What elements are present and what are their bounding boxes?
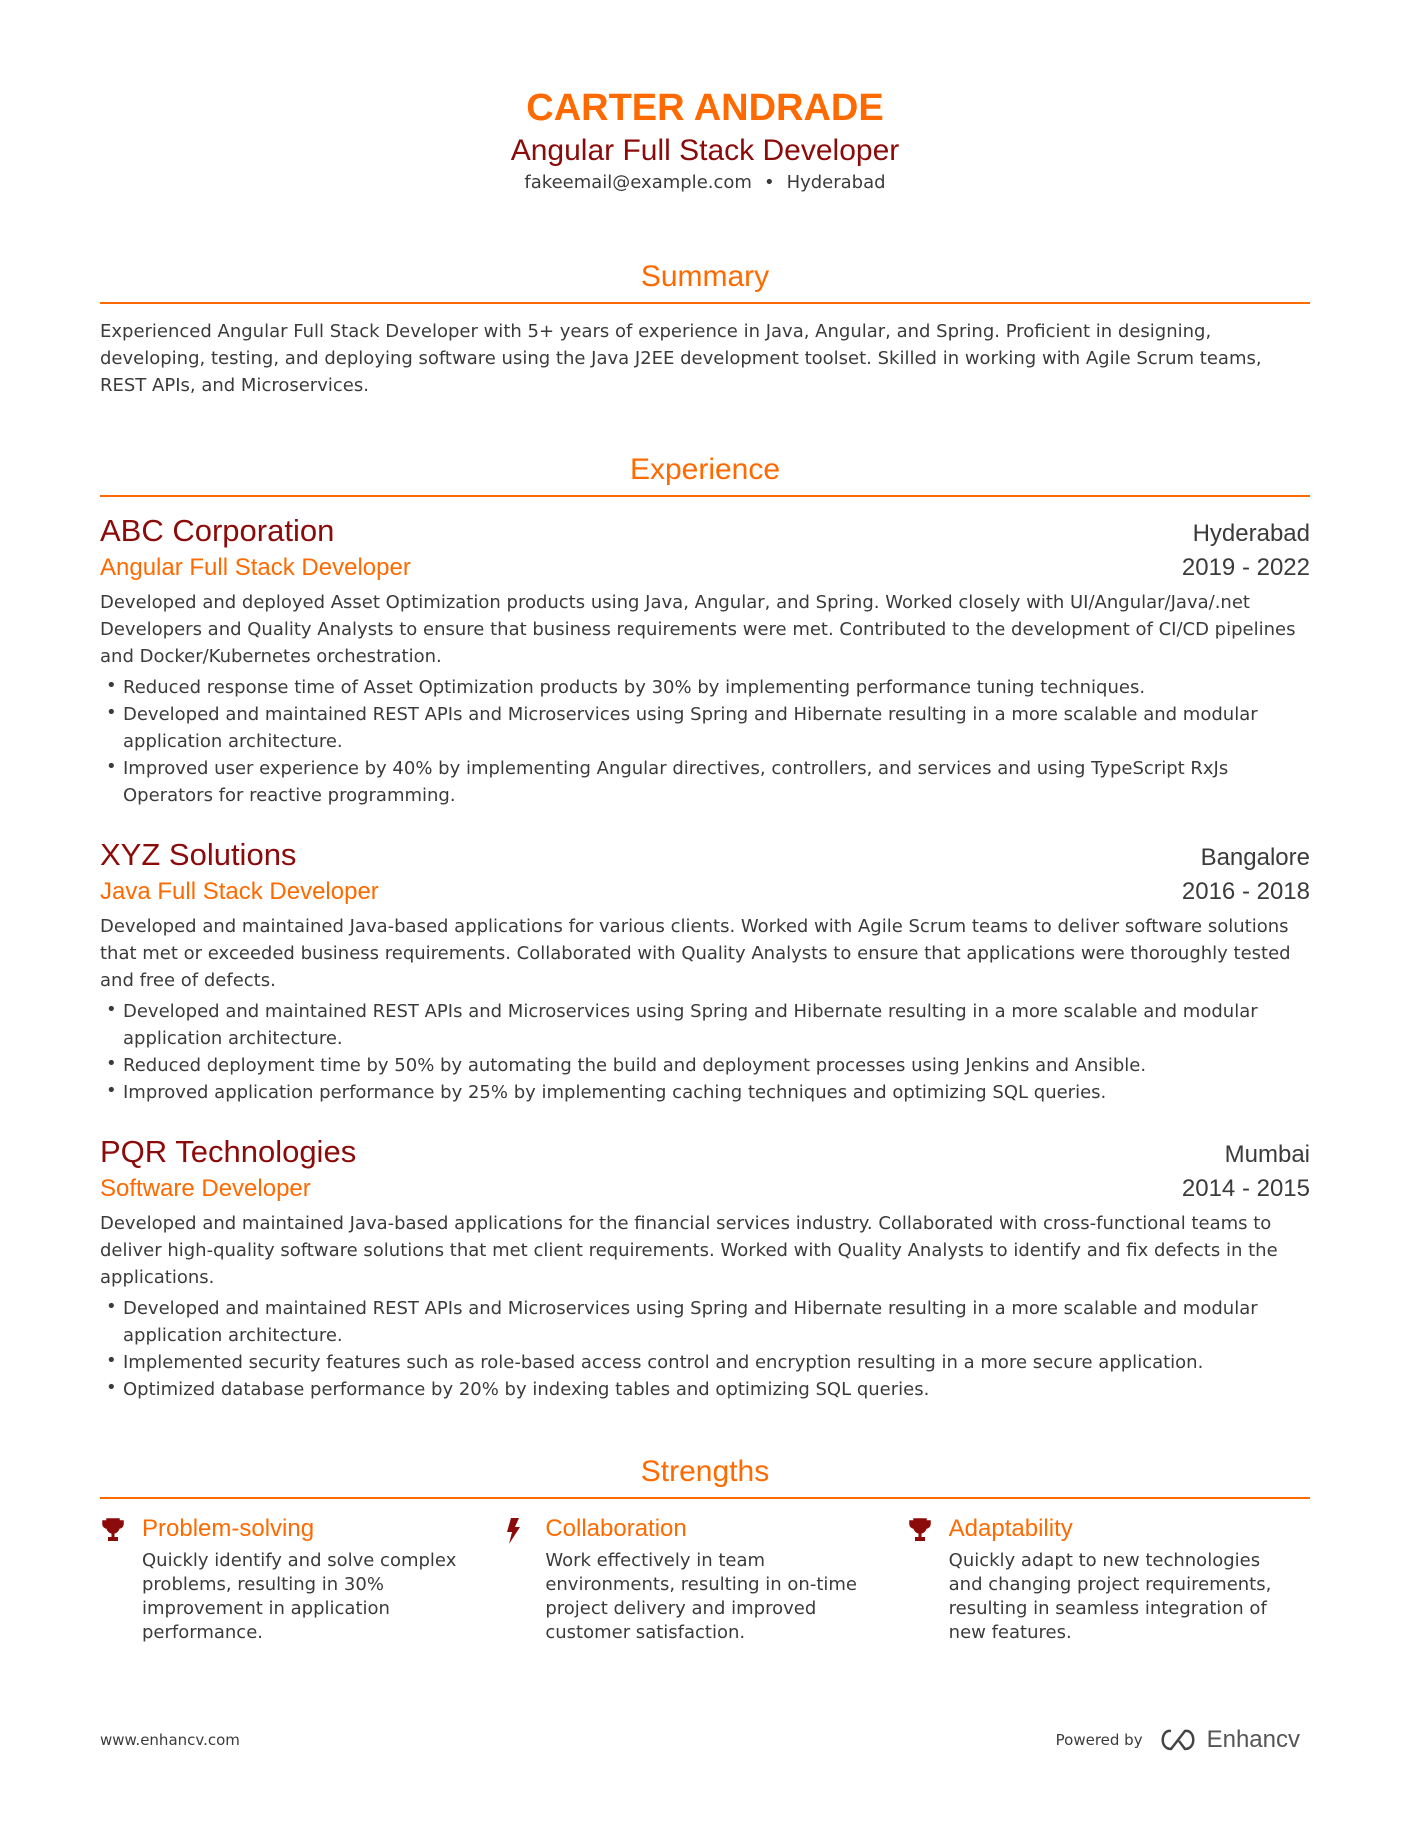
divider xyxy=(100,302,1310,304)
job-dates: 2019 - 2022 xyxy=(1181,554,1310,581)
enhancv-logo-icon xyxy=(1157,1727,1199,1753)
job-dates: 2016 - 2018 xyxy=(1181,878,1310,905)
achievement-item: • Developed and maintained REST APIs and Microservices using Spring and Hibernate resulting in a more scalable and modular application architecture. xyxy=(100,998,1310,1052)
divider xyxy=(100,1497,1310,1499)
candidate-title: Angular Full Stack Developer xyxy=(510,134,900,167)
company-name: PQR Technologies xyxy=(100,1134,357,1169)
job-dates: 2014 - 2015 xyxy=(1181,1175,1310,1202)
divider xyxy=(100,495,1310,497)
job-description: Developed and maintained Java-based applications for various clients. Worked with Agile Scrum teams to deliver software solutions that met or exceeded business requirements. Collaborated with Quality Analysts to ensure that applications were thoroughly tested and free of defects. xyxy=(100,916,1291,991)
footer xyxy=(100,1726,1300,1754)
trophy-icon xyxy=(100,1513,142,1645)
achievement-item: • Improved application performance by 25% by implementing caching techniques and optimizing SQL queries. xyxy=(100,1079,1310,1106)
achievement-list xyxy=(100,674,1310,809)
enhancv-logo[interactable] xyxy=(1157,1726,1300,1754)
company-name: XYZ Solutions xyxy=(100,837,297,872)
achievement-item: • Reduced deployment time by 50% by automating the build and deployment processes using Jenkins and Ansible. xyxy=(100,1052,1310,1079)
achievement-item: • Optimized database performance by 20% by indexing tables and optimizing SQL queries. xyxy=(100,1376,1310,1403)
powered-by xyxy=(1056,1726,1300,1754)
resume-page xyxy=(100,86,1310,1645)
powered-by-label: Powered by xyxy=(1055,1731,1143,1749)
strength-description: Quickly adapt to new technologies and changing project requirements, resulting in seamless integration of new features. xyxy=(948,1550,1272,1643)
email[interactable]: fakeemail@example.com xyxy=(524,172,752,193)
strength-item xyxy=(907,1513,1310,1645)
strength-item xyxy=(503,1513,906,1645)
lightning-icon xyxy=(503,1513,545,1645)
section-heading: Summary xyxy=(640,260,770,293)
candidate-name: CARTER ANDRADE xyxy=(526,87,884,129)
website-link[interactable]: www.enhancv.com xyxy=(100,1731,240,1749)
job-description: Developed and maintained Java-based applications for the financial services industry. Collaborated with cross-functional teams to deliver high-quality software solutions that met client requirements. Worked with Quality Analysts to identify and fix defects in the applications. xyxy=(100,1213,1278,1288)
location: Hyderabad xyxy=(786,172,886,193)
brand-name: Enhancv xyxy=(1206,1726,1300,1753)
strength-title: Adaptability xyxy=(948,1515,1073,1542)
job-location: Mumbai xyxy=(1224,1141,1310,1168)
achievement-item: • Reduced response time of Asset Optimization products by 30% by implementing performance tuning techniques. xyxy=(100,674,1310,701)
summary-section xyxy=(100,258,1310,399)
strength-title: Collaboration xyxy=(545,1515,687,1542)
section-heading: Experience xyxy=(629,453,781,486)
job-entry xyxy=(100,835,1310,1106)
achievement-item: • Developed and maintained REST APIs and Microservices using Spring and Hibernate resulting in a more scalable and modular application architecture. xyxy=(100,1295,1310,1349)
achievement-item: • Implemented security features such as role-based access control and encryption resulting in a more secure application. xyxy=(100,1349,1310,1376)
job-entry xyxy=(100,1132,1310,1403)
job-location: Bangalore xyxy=(1200,844,1310,871)
section-heading: Strengths xyxy=(640,1455,770,1488)
job-role: Angular Full Stack Developer xyxy=(100,554,411,581)
strengths-section xyxy=(100,1453,1310,1645)
job-role: Software Developer xyxy=(100,1175,311,1202)
job-location: Hyderabad xyxy=(1192,520,1310,547)
strength-title: Problem-solving xyxy=(142,1515,315,1542)
job-role: Java Full Stack Developer xyxy=(100,878,379,905)
resume-header xyxy=(100,86,1310,196)
achievement-list xyxy=(100,998,1310,1106)
contact-line xyxy=(100,170,1310,196)
experience-section xyxy=(100,451,1310,1403)
achievement-item: • Improved user experience by 40% by implementing Angular directives, controllers, and services and using TypeScript RxJs Operators for reactive programming. xyxy=(100,755,1310,809)
trophy-icon xyxy=(907,1513,949,1645)
job-description: Developed and deployed Asset Optimization products using Java, Angular, and Spring. Worked closely with UI/Angular/Java/.net Developers and Quality Analysts to ensure that business requirements were met. Contributed to the development of CI/CD pipelines and Docker/Kubernetes orchestration. xyxy=(100,592,1296,667)
strength-description: Quickly identify and solve complex problems, resulting in 30% improvement in application performance. xyxy=(142,1550,457,1643)
strength-description: Work effectively in team environments, resulting in on-time project delivery and improved customer satisfaction. xyxy=(545,1550,857,1643)
company-name: ABC Corporation xyxy=(100,513,335,548)
strength-item xyxy=(100,1513,503,1645)
summary-text: Experienced Angular Full Stack Developer with 5+ years of experience in Java, Angular, and Spring. Proficient in designing, developing, testing, and deploying software using the Java J2EE development toolset. Skilled in working with Agile Scrum teams, REST APIs, and Microservices. xyxy=(100,321,1262,396)
separator: • xyxy=(763,172,775,193)
achievement-list xyxy=(100,1295,1310,1403)
job-entry xyxy=(100,511,1310,809)
achievement-item: • Developed and maintained REST APIs and Microservices using Spring and Hibernate resulting in a more scalable and modular application architecture. xyxy=(100,701,1310,755)
